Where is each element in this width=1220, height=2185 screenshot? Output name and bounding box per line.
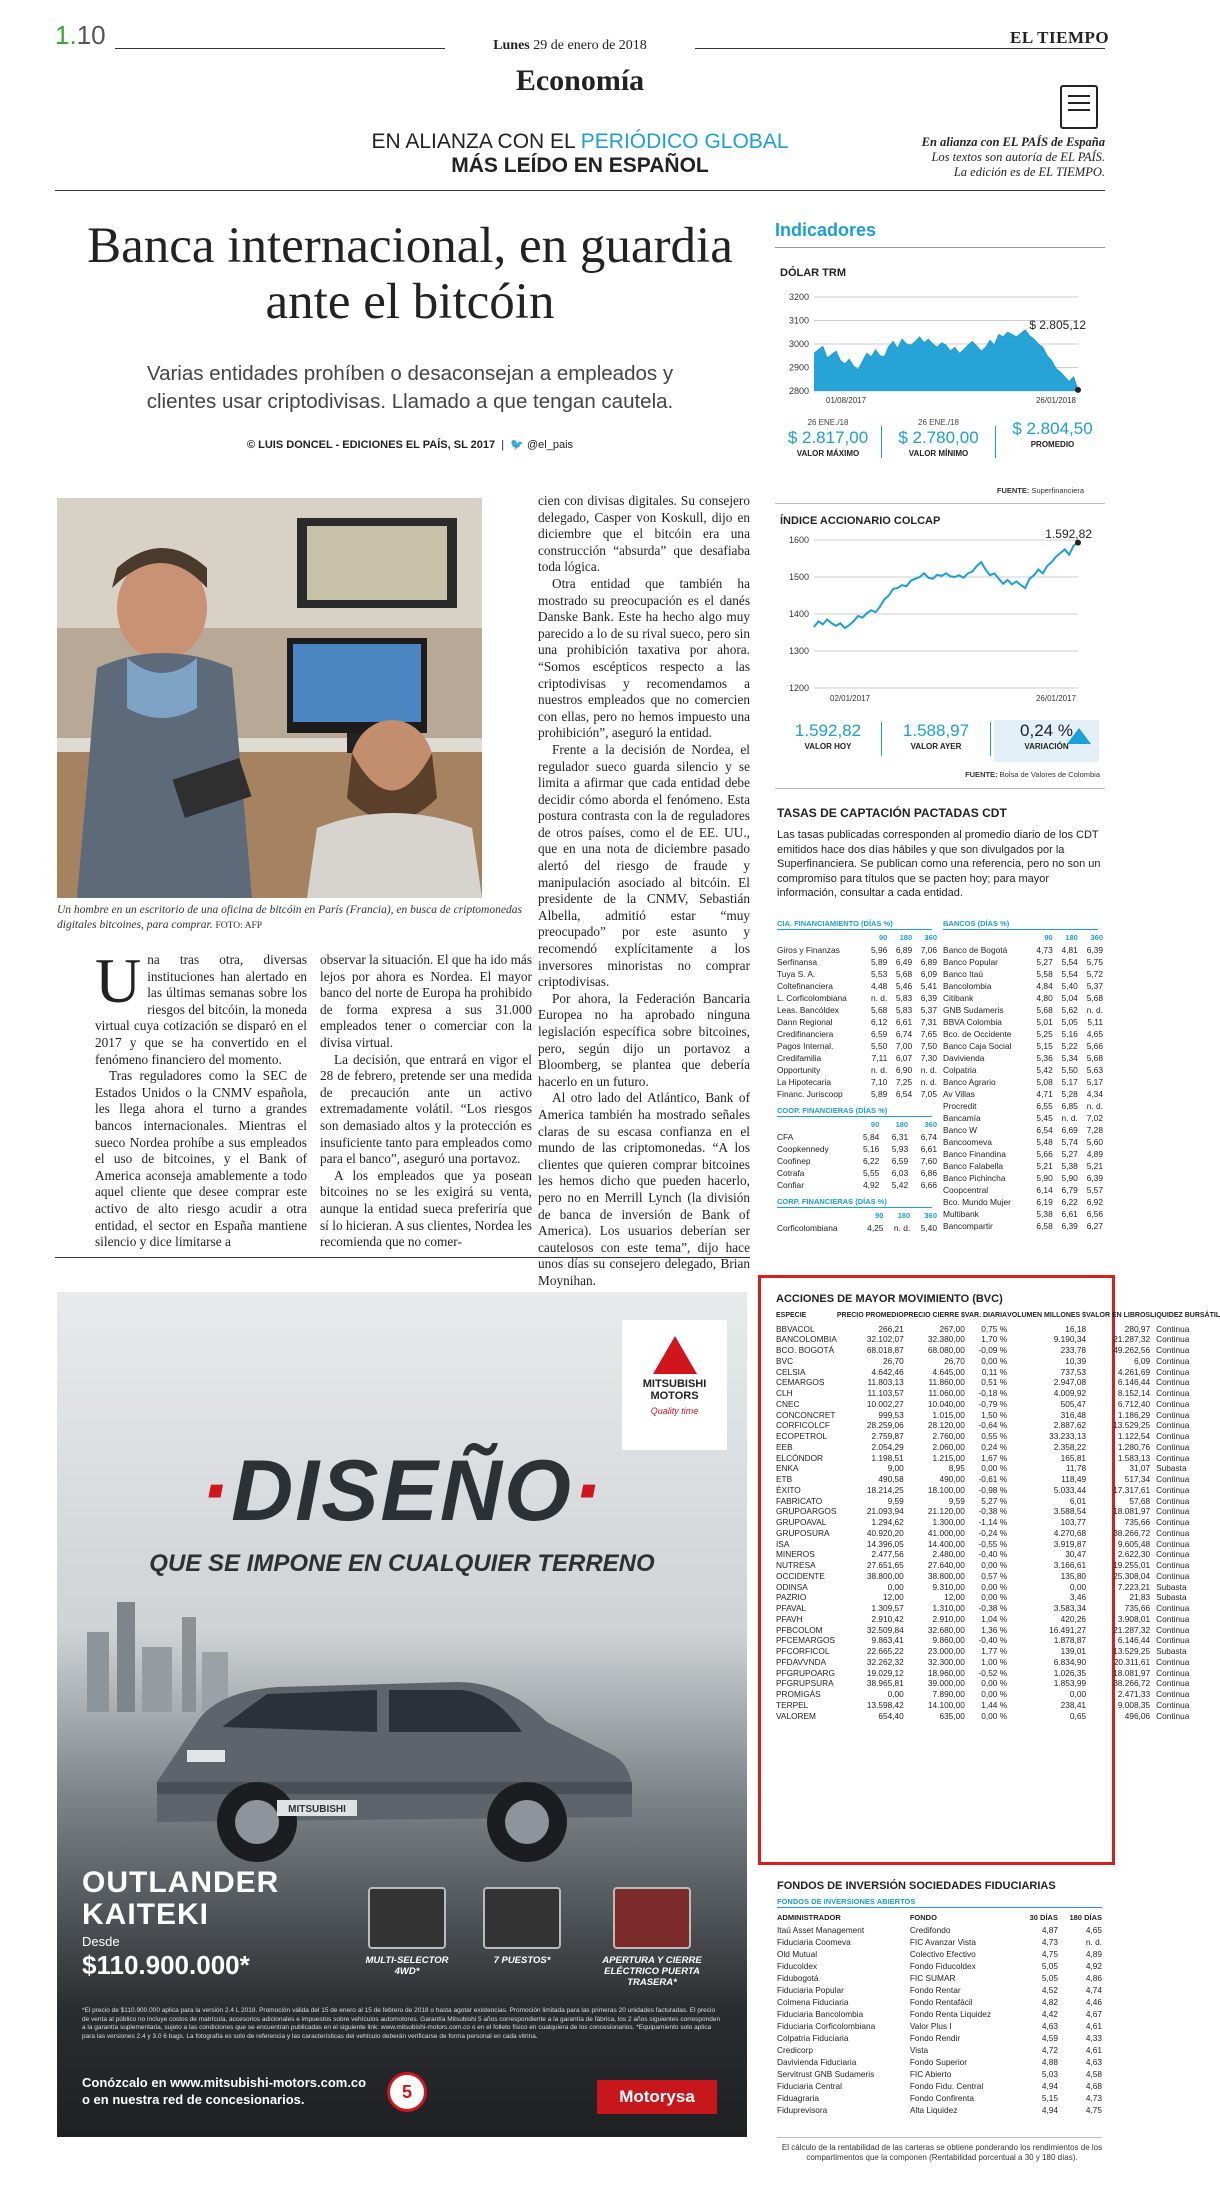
header-rule-right <box>695 48 1105 49</box>
bvc-row: PAZRIO 12,00 12,00 0,00 % 3,46 21,83 Subasta <box>776 1592 1187 1603</box>
article-column-3: cien con divisas digitales. Su consejero delegado, Casper von Koskull, dijo en diciembre que el bitcóin era una construcción “absurda” que desafiaba toda lógica. Otra entidad que también ha mostrado su preocupación es el danés Danske Bank. Este ha hecho algo muy parecido a lo de su rival sueco, pero sin una prohibición taxativa por ahora. “Somos escépticos respecto a las criptodivisas y recomendamos a nuestros empleados que no comercien con ellas, pero no hemos impuesto una prohibición”, aseguró la entidad. Frente a la decisión de Nordea, el regulador sueco guarda silencio y se limita a afirmar que cada entidad debe decidir cómo aborda el fenómeno. Esta postura contrasta con la de reguladores de otros países, como el de EE. UU., que en una nota de diciembre pasado alertó del riesgo de fraude y manipulación asociado al bitcóin. El presidente de la CNMV, Sebastián Albella, admitió estar “muy preocupado” por este asunto y recomendó explícitamente a los inversores minoristas no comprar criptodivisas. Por ahora, la Federación Bancaria Europea no ha aprobado ninguna legislación específica sobre bitcoines, pero, según dijo un portavoz a Bloomberg, se plantea que debería hacerlo en un futuro. Al otro lado del Atlántico, Bank of America también ha mostrado señales claras de su escasa confianza en el mundo de las criptomonedas. “A los clientes que quieren comprar bitcoines les hemos dicho que pueden hacerlo, pero no en Merrill Lynch (la división de banca de inversión de Bank of America). Los usuarios deberían ser cautelosos con este tema”, dijo hace unos días su consejero delegado, Brian Moynihan. <box>538 493 750 1288</box>
fondos-column-header: 30 DÍAS <box>1029 1913 1058 1922</box>
bvc-row: PFBCOLOM 32.509,84 32.680,00 1,36 % 16.491,27 21.287,32 Continua <box>776 1624 1190 1635</box>
x-end-label: 26/01/2017 <box>1035 694 1076 703</box>
cdt-row: Bancamía 5,45 n. d. 7,02 <box>943 1113 1103 1123</box>
cdt-intro: Las tasas publicadas corresponden al promedio diario de los CDT emitidos hace dos días hábiles y que son divulgados por la Superfinanciera. Se publican como una referencia, pero no son un compromiso para títulos que se pacten hoy; para mayor información, consultar a cada entidad. <box>777 829 1101 899</box>
mitsubishi-logo: MITSUBISHI MOTORS Quality time <box>622 1320 727 1450</box>
ad-subtitle: QUE SE IMPONE EN CUALQUIER TERRENO <box>149 1550 655 1577</box>
bvc-row: CNEC 10.002,27 10.040,00 -0,79 % 505,47 6.712,40 Continua <box>776 1398 1190 1409</box>
indicadores-title: Indicadores <box>775 220 877 240</box>
bvc-row: TERPEL 13.598,42 14.100,00 1,44 % 238,41 9.008,35 Continua <box>776 1699 1190 1710</box>
bvc-row: PFGRUPOARG 19.029,12 18.960,00 -0,52 % 1.026,35 18.081,97 Continua <box>776 1667 1190 1678</box>
cdt-days-header: 90 180 360 <box>1044 933 1103 942</box>
fondos-row: Colmena Fiduciaria Fondo Rentafácil 4,82 4,46 <box>777 1997 1102 2007</box>
dolar-avg: $ 2.804,50 PROMEDIO <box>1012 419 1093 449</box>
ad-title: ·DISEÑO· <box>200 1443 604 1539</box>
cdt-left-block: CIA. FINANCIAMIENTO (DÍAS %) 90 180 360 Giros y Finanzas 5,96 6,89 7,06 Serfinansa 5,89 6,49 6,89 Tuya S. A. 5,53 5,68 6,09 Coltefinanciera 4,48 5,46 5,41 L. Corficolombiana n. d. 5,83 6,39 Leas. Bancóldex 5,68 5,83 5,37 Dann Regional 6,12 6,61 7,31 Credifinanciera 6,59 6,74 7,65 Pagos Internal. 5,50 7,00 7,50 Credifamilia 7,11 6,07 7,30 Opportunity n. d. 6,90 n. d. La Hipotecaria 7,10 7,25 n. d. Financ. Juriscoop 5,89 6,54 7,05 COOP. FINANCIERAS (DÍAS %) 90 180 360 CFA 5,84 6,31 6,74 Coopkennedy 5,16 5,93 6,61 Coofinep 6,22 6,59 7,60 Cotrafa 5,55 6,03 6,86 Confiar 4,92 5,42 6,66 CORP. FINANCIERAS (DÍAS %) 90 180 360 Corficolombiana 4,25 n. d. 5,40 <box>777 919 937 1233</box>
bvc-row: ECOPETROL 2.759,87 2.760,00 0,55 % 33.233,13 1.122,54 Continua <box>776 1431 1190 1441</box>
y-tick-label: 1200 <box>788 683 809 693</box>
dolar-max: 26 ENE./18 $ 2.817,00 VALOR MÁXIMO <box>787 418 869 458</box>
bvc-column-header: VAR. DIARIA <box>964 1312 1008 1319</box>
x-end-label: 26/01/2018 <box>1035 396 1076 405</box>
article-photo <box>57 498 482 898</box>
cdt-row: GNB Sudameris 5,68 5,62 n. d. <box>943 1005 1103 1015</box>
cdt-row: Av Villas 4,71 5,28 4,34 <box>943 1089 1103 1099</box>
colcap-chart <box>778 528 1108 708</box>
article-end-rule <box>55 1257 750 1258</box>
feature-tailgate: APERTURA Y CIERRE ELÉCTRICO PUERTA TRASERA* <box>587 1887 717 1988</box>
fondos-row: Davivienda Fiduciaria Fondo Superior 4,88 4,63 <box>777 2057 1102 2067</box>
cdt-row: Bancompartir 6,58 6,39 6,27 <box>943 1221 1103 1231</box>
dolar-label: DÓLAR TRM <box>780 267 846 279</box>
cdt-row: Citibank 4,80 5,04 5,68 <box>943 993 1103 1003</box>
y-tick-label: 3200 <box>788 292 809 302</box>
header-divider <box>55 190 1105 191</box>
fondos-row: Fiduprevisora Alta Liquidez 4,94 4,75 <box>777 2105 1102 2115</box>
bvc-column-header: PRECIO CIERRE $ <box>903 1312 965 1319</box>
cdt-row: Banco Agrario 5,08 5,17 5,17 <box>943 1077 1103 1087</box>
bvc-column-header: VALOR EN LIBROS <box>1086 1312 1151 1319</box>
article-byline: © LUIS DONCEL - EDICIONES EL PAÍS, SL 2017 | 🐦 @el_pais <box>246 439 574 451</box>
fondos-row: Fiduciaria Central Fondo Fidu. Central 4,94 4,68 <box>777 2081 1102 2091</box>
y-tick-label: 3100 <box>788 315 809 326</box>
y-tick-label: 1600 <box>788 535 809 545</box>
bvc-column-header: ESPECIE <box>776 1312 807 1319</box>
bvc-row: BVC 26,70 26,70 0,00 % 10,39 6,09 Continua <box>776 1355 1190 1366</box>
y-tick-label: 1500 <box>788 572 809 582</box>
fondos-row: Fiduciaria Bancolombia Fondo Renta Liquidez 4,42 4,67 <box>777 2009 1102 2019</box>
bvc-row: PFCORFICOL 22.665,22 23.000,00 1,77 % 139,01 13.529,25 Subasta <box>776 1646 1187 1656</box>
seats-icon <box>483 1887 561 1949</box>
cdt-row: Davivienda 5,36 5,34 5,68 <box>943 1053 1103 1063</box>
fondos-row: Colpatria Fiduciaria Fondo Rendir 4,59 4,33 <box>777 2033 1102 2043</box>
fondos-row: Credicorp Vista 4,72 4,61 <box>777 2045 1102 2055</box>
cdt-row: Financ. Juriscoop 5,89 6,54 7,05 <box>777 1089 937 1099</box>
cdt-row: Giros y Finanzas 5,96 6,89 7,06 <box>777 945 937 955</box>
bvc-row: CONCONCRET 999,53 1.015,00 1,50 % 316,48 1.186,29 Continua <box>776 1409 1190 1420</box>
cdt-row: Coltefinanciera 4,48 5,46 5,41 <box>777 981 937 991</box>
last-value-label: $ 2.805,12 <box>1029 318 1086 332</box>
fondos-column-header: 180 DÍAS <box>1069 1913 1102 1922</box>
fondos-title: FONDOS DE INVERSIÓN SOCIEDADES FIDUCIARIAS <box>777 1880 1056 1892</box>
fondos-row: Fiduciaria Corficolombiana Valor Plus I 4,63 4,61 <box>777 2021 1102 2031</box>
cdt-row: CFA 5,84 6,31 6,74 <box>777 1132 937 1142</box>
bvc-column-header: LIQUIDEZ BURSÁTIL <box>1150 1312 1220 1319</box>
bvc-row: BCO. BOGOTÁ 68.018,87 68.080,00 -0,09 % 233,78 49.262,56 Continua <box>776 1345 1190 1355</box>
cdt-row: Opportunity n. d. 6,90 n. d. <box>777 1065 937 1075</box>
bvc-row: GRUPOSURA 40.920,20 41.000,00 -0,24 % 4.270,68 38.266,72 Continua <box>776 1527 1190 1538</box>
page-number: 1.10 <box>55 20 106 50</box>
cdt-row: Banco Popular 5,27 5,54 5,75 <box>943 957 1103 967</box>
ad-desde: Desde <box>82 1934 120 1949</box>
bvc-row: VALOREM 654,40 635,00 0,00 % 0,65 496,06 Continua <box>776 1710 1190 1721</box>
drop-cap: U <box>95 945 142 1016</box>
bvc-row: ÉXITO 18.214,25 18.100,00 -0,98 % 5.033,44 17.317,61 Continua <box>776 1484 1190 1495</box>
y-tick-label: 1300 <box>788 646 809 656</box>
cdt-row: L. Corficolombiana n. d. 5,83 6,39 <box>777 993 937 1003</box>
cdt-row: Procredit 6,55 6,85 n. d. <box>943 1101 1103 1111</box>
last-value-label: 1.592,82 <box>1045 527 1092 541</box>
bvc-row: BANCOLOMBIA 32.102,07 32.380,00 1,70 % 9.190,34 21.287,32 Continua <box>776 1334 1190 1345</box>
bvc-row: CLH 11.103,57 11.060,00 -0,18 % 4.009,92 8.152,14 Continua <box>776 1388 1190 1398</box>
bvc-row: ELCÓNDOR 1.198,51 1.215,00 1,67 % 165,81 1.583,13 Continua <box>776 1452 1190 1463</box>
cdt-days-header: 90 180 360 <box>878 933 937 942</box>
cdt-days-header: 90 180 360 <box>875 1211 937 1220</box>
cdt-right-block: BANCOS (DÍAS %) 90 180 360 Banco de Bogotá 4,73 4,81 6,39 Banco Popular 5,27 5,54 5,75 Banco Itaú 5,58 5,54 5,72 Bancolombia 4,84 5,40 5,37 Citibank 4,80 5,04 5,68 GNB Sudameris 5,68 5,62 n. d. BBVA Colombia 5,01 5,05 5,11 Bco. de Occidente 5,25 5,16 4,65 Banco Caja Social 5,15 5,22 5,66 Davivienda 5,36 5,34 5,68 Colpatria 5,42 5,50 5,63 Banco Agrario 5,08 5,17 5,17 Av Villas 4,71 5,28 4,34 Procredit 6,55 6,85 n. d. Bancamía 5,45 n. d. 7,02 Banco W 6,54 6,69 7,28 Bancoomeva 5,48 5,74 5,60 Banco Finandina 5,66 5,27 4,89 Banco Falabella 5,21 5,38 5,21 Banco Pichincha 5,90 5,90 6,39 Coopcentral 6,14 6,79 5,57 Bco. Mundo Mujer 6,19 6,22 6,92 Multibank 5,38 6,61 6,56 Bancompartir 6,58 6,39 6,27 <box>943 919 1103 1231</box>
bvc-row: ETB 490,58 490,00 -0,61 % 118,49 517,34 Continua <box>776 1474 1190 1484</box>
bvc-row: BBVACOL 266,21 267,00 0,75 % 16,18 280,97 Continua <box>776 1323 1190 1334</box>
bvc-row: CORFICOLCF 28.259,06 28.120,00 -0,64 % 2.887,62 13.529,25 Continua <box>776 1420 1190 1431</box>
alliance-banner: EN ALIANZA CON EL PERIÓDICO GLOBAL MÁS LEÍDO EN ESPAÑOL <box>371 130 789 177</box>
bvc-row: OCCIDENTE 38.800,00 38.800,00 0,57 % 135,80 25.308,04 Continua <box>776 1570 1190 1581</box>
cdt-row: Credifinanciera 6,59 6,74 7,65 <box>777 1029 937 1039</box>
document-icon <box>1060 85 1098 129</box>
fondos-row: Old Mutual Colectivo Efectivo 4,75 4,89 <box>777 1949 1102 1959</box>
header-rule-left <box>115 48 445 49</box>
cdt-row: Banco W 6,54 6,69 7,28 <box>943 1125 1103 1135</box>
cdt-row: Bancoomeva 5,48 5,74 5,60 <box>943 1137 1103 1147</box>
bvc-row: PFAVH 2.910,42 2.910,00 1,04 % 420,26 3.908,01 Continua <box>776 1613 1190 1624</box>
bvc-column-header: VOLUMEN MILLONES $ <box>1007 1312 1087 1319</box>
fondos-subtitle: FONDOS DE INVERSIONES ABIERTOS <box>777 1897 1102 1908</box>
y-tick-label: 1400 <box>788 609 809 619</box>
dolar-source: FUENTE: Superfinanciera <box>996 486 1084 495</box>
colcap-stats <box>778 720 1108 765</box>
article-column-2: observar la situación. El que ha ido más lejos por ahora es Nordea. El mayor banco del norte de Europa ha prohibido de forma expresa a sus 31.000 empleados tener o comerciar con la divisa virtual. La decisión, que entrará en vigor el 28 de febrero, pretende ser una medida de precaución ante un activo extremadamente volátil. “Los riesgos son demasiado altos y la protección es insuficiente tanto para empleados como para el banco”, aseguró una portavoz. A los empleados que ya posean bitcoines no se les exigirá su venta, aunque la entidad sueca preferiría que sí lo hicieran. A sus clientes, Nordea les recomienda que no comer- <box>320 952 532 1250</box>
cdt-row: Multibank 5,38 6,61 6,56 <box>943 1209 1103 1219</box>
cdt-row: Corficolombiana 4,25 n. d. 5,40 <box>777 1223 937 1233</box>
twitter-icon: 🐦 <box>510 439 524 451</box>
cdt-row: Bco. de Occidente 5,25 5,16 4,65 <box>943 1029 1103 1039</box>
colcap-today: 1.592,82 VALOR HOY <box>794 721 862 751</box>
car-plate: MITSUBISHI <box>288 1804 346 1815</box>
fondos-column-header: FONDO <box>909 1913 937 1922</box>
ad-price: $110.900.000* <box>82 1950 250 1980</box>
cdt-row: Banco Falabella 5,21 5,38 5,21 <box>943 1161 1103 1171</box>
cdt-row: Pagos Internal. 5,50 7,00 7,50 <box>777 1041 937 1051</box>
cdt-row: Banco Pichincha 5,90 5,90 6,39 <box>943 1173 1103 1183</box>
bvc-row: CEMARGOS 11.803,13 11.860,00 0,51 % 2.947,08 6.146,44 Continua <box>776 1377 1190 1388</box>
cdt-row: Banco Itaú 5,58 5,54 5,72 <box>943 969 1103 979</box>
series-area <box>814 330 1078 391</box>
last-point <box>1075 387 1081 393</box>
mitsubishi-ad[interactable] <box>57 1292 747 2137</box>
fondos-column-header: ADMINISTRADOR <box>777 1913 841 1922</box>
photo-caption: Un hombre en un escritorio de una oficina de bitcóin en París (Francia), en busca de criptomonedas digitales bitcoines, para comprar. FOTO: AFP <box>57 904 522 931</box>
warranty-badge: 5 <box>387 2072 427 2112</box>
fondos-row: Fidubogotá FIC SUMAR 5,05 4,86 <box>777 1973 1102 1983</box>
colcap-label: ÍNDICE ACCIONARIO COLCAP <box>780 515 941 527</box>
mitsubishi-diamonds-icon <box>653 1336 697 1374</box>
bvc-row: GRUPOARGOS 21.093,94 21.120,00 -0,38 % 3.588,54 18.081,97 Continua <box>776 1506 1190 1517</box>
colcap-source: FUENTE: Bolsa de Valores de Colombia <box>965 770 1100 779</box>
bvc-row: PROMIGÁS 0,00 7.890,00 0,00 % 0,00 2.471,33 Continua <box>776 1689 1190 1699</box>
cdt-row: Cotrafa 5,55 6,03 6,86 <box>777 1168 937 1178</box>
bvc-row: GRUPOAVAL 1.294,62 1.300,00 -1,14 % 103,77 735,66 Continua <box>776 1517 1190 1527</box>
dolar-chart <box>778 285 1108 410</box>
cdt-row: Coopcentral 6,14 6,79 5,57 <box>943 1185 1103 1195</box>
fondos-row: Fiduciaria Coomeva FIC Avanzar Vista 4,73 n. d. <box>777 1937 1102 1947</box>
colcap-yesterday: 1.588,97 VALOR AYER <box>902 721 970 751</box>
cdt-row: Confiar 4,92 5,42 6,66 <box>777 1180 937 1190</box>
bvc-row: NUTRESA 27.651,65 27.640,00 0,00 % 3.166,61 19.255,01 Continua <box>776 1560 1190 1570</box>
bvc-row: PFGRUPSURA 38.965,81 39.000,00 0,00 % 1.853,99 38.266,72 Continua <box>776 1678 1190 1689</box>
fondos-row: Fiduagraria Fondo Confirenta 5,15 4,73 <box>777 2093 1102 2103</box>
colcap-change: 0,24 % VARIACIÓN <box>994 720 1099 762</box>
fondos-row: Fiduciaria Popular Fondo Rentar 4,52 4,74 <box>777 1985 1102 1995</box>
bvc-column-header: PRECIO PROMEDIO <box>836 1312 904 1319</box>
selector-icon <box>368 1887 446 1949</box>
bvc-table <box>776 1312 1220 1721</box>
cdt-row: Bco. Mundo Mujer 6,19 6,22 6,92 <box>943 1197 1103 1207</box>
fondos-row: Itaú Asset Management Credifondo 4,87 4,65 <box>777 1925 1102 1935</box>
cdt-row: Serfinansa 5,89 6,49 6,89 <box>777 957 937 967</box>
ad-legal-text: *El precio de $110.900.000 aplica para la versión 2.4 L 2018. Promoción válida del 15 de enero al 15 de febrero de 2018 o hasta agotar existencias. Promoción limitada para las primeras 20 unidades facturadas. El precio de venta al público no incluye costos de matrícula, accesorios adicionales e impuestos sobre vehículos automotores. Garantía Mitsubishi 5 años correspondiente a la garantía de fábrica, los 2 años siguientes corresponden a la garantía suplementaria, sujeto a las condiciones que se encuentran publicadas en el siguiente link: www.mitsubishi-motors.com.co o en el folleto físico en cualquiera de los concesionarios. *Equipamiento solo aplica para las versiones 2.4 y 3.0 6 bags. La fotografía es solo de referencia y las características del vehículo deberán verificarse de forma personal en cada vitrina. <box>82 2007 721 2040</box>
cdt-days-header: 90 180 360 <box>870 1120 937 1129</box>
dolar-min: 26 ENE./18 $ 2.780,00 VALOR MÍNIMO <box>898 418 979 458</box>
bvc-row: PFDAVVNDA 32.262,32 32.300,00 1,00 % 6.834,90 20.311,61 Continua <box>776 1656 1190 1667</box>
cdt-row: Dann Regional 6,12 6,61 7,31 <box>777 1017 937 1027</box>
cdt-row: Bancolombia 4,84 5,40 5,37 <box>943 981 1103 991</box>
bvc-row: EEB 2.054,29 2.060,00 0,24 % 2.358,22 1.280,76 Continua <box>776 1441 1190 1452</box>
fondos-row: Fiducoldex Fondo Fiducoldex 5,05 4,92 <box>777 1961 1102 1971</box>
x-start-label: 01/08/2017 <box>826 396 867 405</box>
arrow-up-icon <box>1067 728 1091 744</box>
bvc-row: MINEROS 2.477,56 2.480,00 -0,40 % 30,47 2.622,30 Continua <box>776 1549 1190 1560</box>
cdt-title: TASAS DE CAPTACIÓN PACTADAS CDT <box>777 806 1007 820</box>
bvc-row: ISA 14.396,05 14.400,00 -0,55 % 3.919,87 9.605,48 Continua <box>776 1538 1190 1549</box>
newspaper-brand: EL TIEMPO <box>1010 28 1110 47</box>
ad-website[interactable]: Conózcalo en www.mitsubishi-motors.com.co o en nuestra red de concesionarios. <box>82 2075 367 2107</box>
fondos-row: Servitrust GNB Sudameris FIC Abierto 5,03 4,58 <box>777 2069 1102 2079</box>
bvc-row: FABRICATO 9,59 9,59 5,27 % 6,01 57,68 Continua <box>776 1495 1190 1506</box>
bvc-row: CELSIA 4.642,46 4.645,00 0,11 % 737,53 4.261,69 Continua <box>776 1366 1190 1377</box>
cdt-row: Coopkennedy 5,16 5,93 6,61 <box>777 1144 937 1154</box>
bvc-row: PFAVAL 1.309,57 1.310,00 -0,38 % 3.583,34 735,66 Continua <box>776 1603 1190 1613</box>
cdt-row: Credifamilia 7,11 6,07 7,30 <box>777 1053 937 1063</box>
tailgate-icon <box>613 1887 691 1949</box>
cdt-row: La Hipotecaria 7,10 7,25 n. d. <box>777 1077 937 1087</box>
cdt-row: Leas. Bancóldex 5,68 5,83 5,37 <box>777 1005 937 1015</box>
feature-seats: 7 PUESTOS* <box>472 1887 572 1966</box>
article-headline: Banca internacional, en guardia ante el bitcóin <box>87 218 733 330</box>
article-deck: Varias entidades prohíben o desaconsejan a empleados y clientes usar criptodivisas. Llamado a que tengan cautela. <box>146 362 674 413</box>
indicadores-rule <box>775 247 1105 248</box>
x-start-label: 02/01/2017 <box>830 694 871 703</box>
issue-date: Lunes 29 de enero de 2018 <box>493 38 647 53</box>
bvc-row: ENKA 9,00 8,95 0,00 % 11,78 31,07 Subasta <box>776 1463 1187 1474</box>
ad-model: OUTLANDER KAITEKI <box>82 1866 280 1931</box>
cdt-row: Banco Finandina 5,66 5,27 4,89 <box>943 1149 1103 1159</box>
article-column-1: Una tras otra, diversas instituciones han alertado en las últimas semanas sobre los riesgos del bitcóin, la moneda virtual cuya cotización se disparó en el 2017 y que se ha convertido en el fenómeno financiero del momento. Tras reguladores como la SEC de Estados Unidos o la CNMV española, les llega ahora el turno a grandes bancos internacionales. Mientras el sueco Nordea prohíbe a sus empleados el uso de bitcoines, y el Bank of America aconseja amablemente a todo aquel cliente que desee comprar este activo de alto riesgo acudir a otra entidad, el sector en España mantiene silencio y dice limitarse a <box>95 945 307 1250</box>
cdt-row: Banco de Bogotá 4,73 4,81 6,39 <box>943 945 1103 955</box>
dolar-stats <box>778 418 1108 468</box>
cdt-row: Banco Caja Social 5,15 5,22 5,66 <box>943 1041 1103 1051</box>
cdt-row: Coofinep 6,22 6,59 7,60 <box>777 1156 937 1166</box>
cdt-row: Tuya S. A. 5,53 5,68 6,09 <box>777 969 937 979</box>
el-pais-note: En alianza con EL PAÍS de España Los textos son autoría de EL PAÍS. La edición es de EL TIEMPO. <box>921 135 1105 179</box>
car-image <box>127 1632 647 1872</box>
feature-4wd: MULTI-SELECTOR 4WD* <box>357 1887 457 1977</box>
y-tick-label: 2900 <box>788 362 809 373</box>
fondos-table <box>777 1912 1102 2116</box>
section-title: Economía <box>515 64 645 97</box>
fondos-note: El cálculo de la rentabilidad de las carteras se obtiene ponderando los rendimientos de los compartimentos que la componen (Rentabilidad porcentual a 30 y 180 días). <box>781 2143 1103 2162</box>
y-tick-label: 2800 <box>788 386 809 396</box>
y-tick-label: 3000 <box>788 339 809 349</box>
bvc-title: ACCIONES DE MAYOR MOVIMIENTO (BVC) <box>776 1293 1003 1305</box>
cdt-row: BBVA Colombia 5,01 5,05 5,11 <box>943 1017 1103 1027</box>
cdt-row: Colpatria 5,42 5,50 5,63 <box>943 1065 1103 1075</box>
dealer-logo: Motorysa <box>597 2080 717 2114</box>
bvc-row: ODINSA 0,00 9.310,00 0,00 % 0,00 7.223,21 Subasta <box>776 1581 1187 1592</box>
bvc-row: PFCEMARGOS 9.863,41 9.860,00 -0,40 % 1.878,87 6.146,44 Continua <box>776 1635 1190 1646</box>
series-line <box>814 543 1078 629</box>
